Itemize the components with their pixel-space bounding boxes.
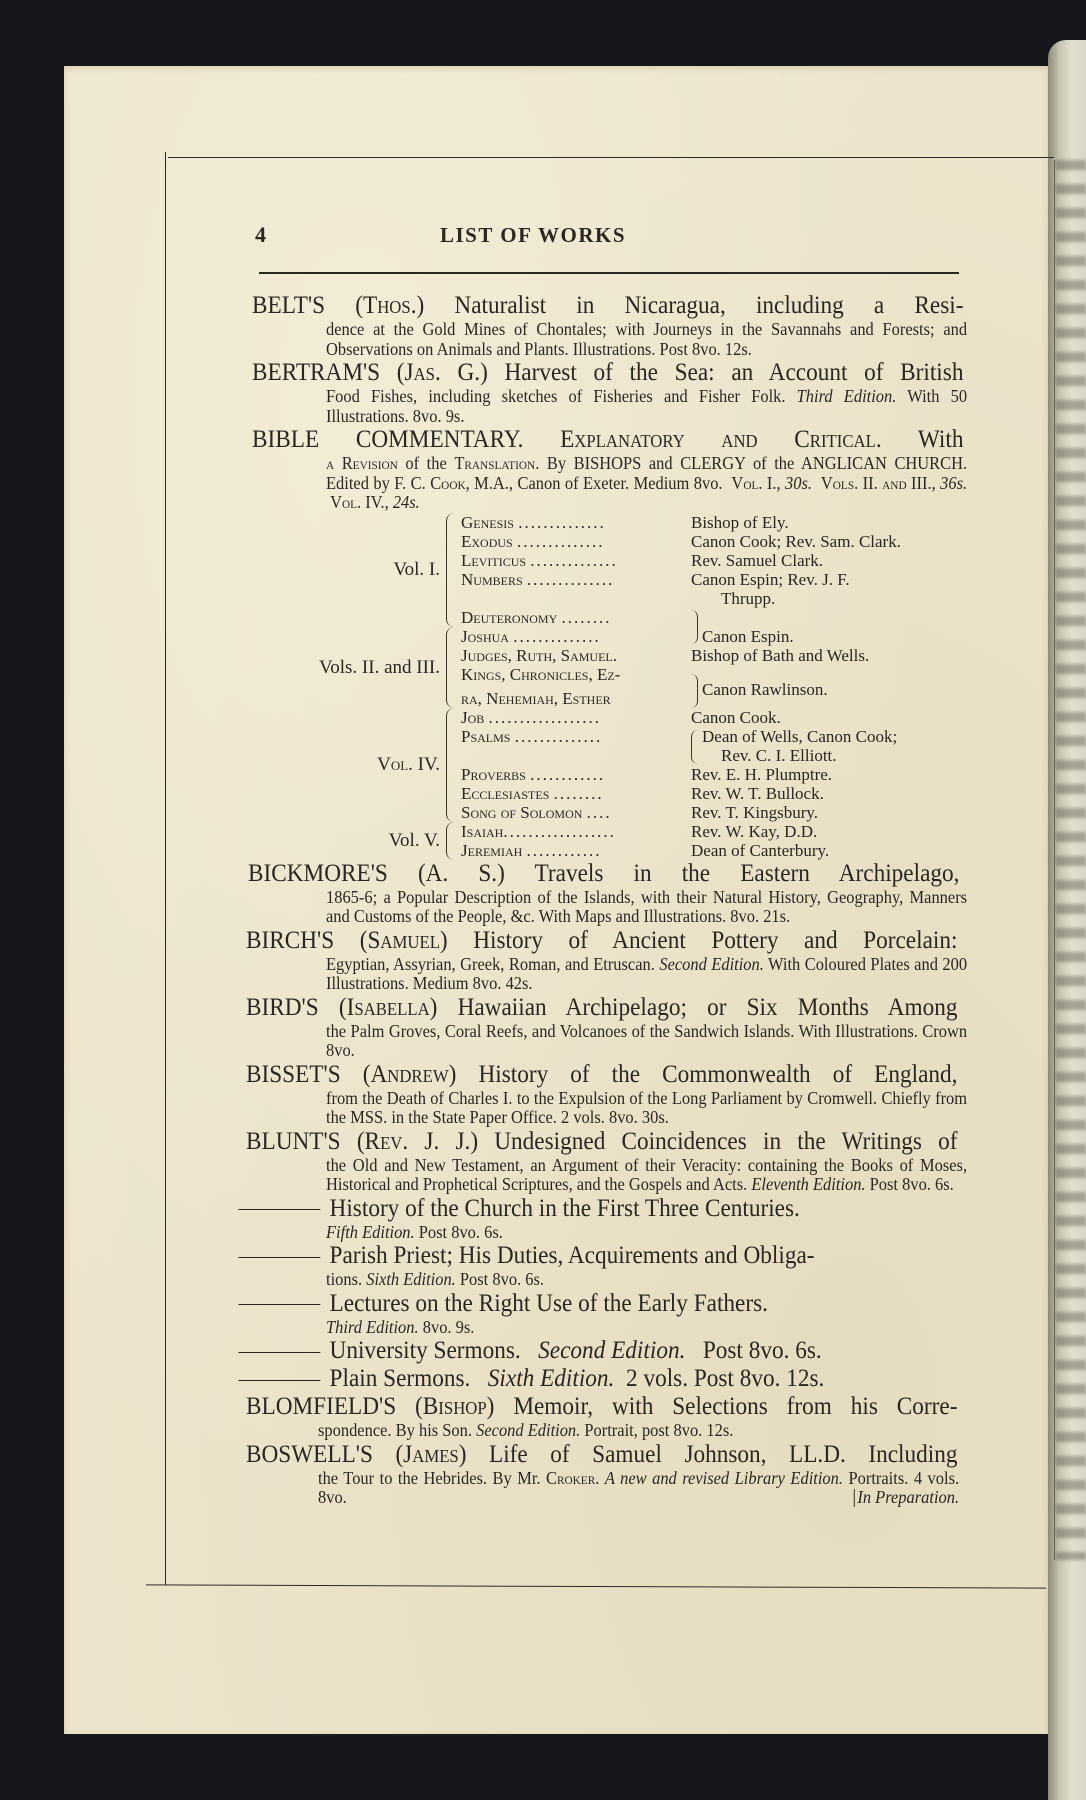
ditto-rule [238,1209,320,1210]
text-fragment: a Revision [326,453,398,473]
page-frame-right-rule [1054,160,1055,1560]
volume-row [461,589,964,608]
entry-price: Post 8vo. 6s. [869,1174,954,1195]
volume-group [252,513,964,627]
entry-author: (A. S.) [417,859,505,887]
price-value: 24s. [392,492,420,512]
book-author: Rev. C. I. Elliott. [721,745,837,765]
book-author: Canon Rawlinson. [702,679,828,699]
entry-name: BLUNT'S [246,1127,341,1155]
entry-editor: Croker. [546,1467,600,1488]
entry-name: BLOMFIELD'S [246,1393,397,1421]
entry-bickmore [248,859,968,927]
sub-entry-heading [244,1290,955,1318]
ditto-rule [238,1380,320,1381]
page-number: 4 [255,222,266,247]
entry-price: 8vo. 30s. [608,1107,669,1128]
sub-entry-heading [244,1365,955,1393]
entry-title: Life of Samuel Johnson, LL.D. Including [489,1440,958,1468]
book-name: Kings, Chronicles, Ez- [461,664,621,684]
sub-entry [252,1365,964,1393]
sub-entry-heading [244,1195,955,1223]
price-label: Vol. I., [731,472,781,493]
volume-row: Psalms .............. Dean of Wells, Canon Cook; [461,727,964,746]
volume-row: Exodus .............. Canon Cook; Rev. Sam. Clark. [461,532,964,551]
entry-name: BIRD'S [246,993,319,1021]
entry-price: Portrait, post 8vo. 12s. [584,1420,734,1441]
book-author: Rev. E. H. Plumptre. [691,764,833,784]
entry-heading [252,426,963,454]
entry-body [326,1223,967,1243]
entry-price: Post 8vo. 6s. [418,1221,503,1242]
book-author: Canon Espin; Rev. J. F. [691,569,850,589]
volume-row: Joshua .............. Canon Espin. [461,627,964,646]
volume-row: Song of Solomon .... Rev. T. Kingsbury. [461,803,964,822]
entry-author: (Rev. J. J.) [356,1127,479,1155]
entry-body [326,888,967,927]
entry-price: 8vo. 9s. [422,1316,475,1337]
entry-title: Plain Sermons. [329,1365,471,1393]
adjacent-page-blurred-text [1056,160,1086,1560]
entry-author: (Jas. G.) [396,359,488,386]
volume-row: Ecclesiastes ........ Rev. W. T. Bullock. [461,784,964,803]
entry-body [326,1270,967,1290]
entry-blunt [246,1127,968,1394]
entry-edition: Fifth Edition. [326,1221,415,1242]
entry-price: Post 8vo. 6s. [459,1269,545,1290]
book-author: Rev. T. Kingsbury. [691,802,819,822]
volume-row [461,746,964,765]
book-author [691,689,964,708]
book-author: Bishop of Bath and Wells. [691,645,870,665]
entry-author: (Bishop) [415,1393,495,1421]
entry-heading [246,1128,957,1156]
entry-body [326,1089,967,1128]
entry-title: Memoir, with Selections from his Corre- [513,1393,958,1421]
volume-row: Proverbs ............ Rev. E. H. Plumptre. [461,765,964,784]
entry-description: 1865-6; a Popular Description of the Islands, with their Natural History, Geography, Manners and Customs of the People, &c. With Maps and Illustrations. [326,886,968,927]
entry-title: Undesigned Coincidences in the Writings of [494,1127,958,1155]
text-fragment: Cook, [430,472,470,493]
entry-body [326,1022,967,1061]
entry-body [326,387,967,426]
book-author: Thrupp. [721,588,776,608]
volume-row [461,689,964,708]
volume-label: Vol. IV. [377,754,440,776]
entry-heading [246,1441,957,1469]
entry-boswell [246,1440,964,1508]
book-author: Rev. W. T. Bullock. [691,783,824,803]
entry-title: Harvest of the Sea: an Account of British [504,359,964,386]
sub-entry-heading [244,1337,955,1365]
book-name: ra, Nehemiah, Esther [461,688,611,708]
entry-author: (Samuel) [359,926,448,954]
book-name: Genesis [461,512,514,532]
entry-name: BELT'S [252,292,326,319]
entry-body [326,955,967,994]
book-name: Numbers [461,569,523,589]
book-name: Job [461,707,485,727]
volume-group [252,708,964,822]
volume-contributors-table [252,513,964,860]
entry-status [854,1488,960,1508]
entry-description: the Old and New Testament, an Argument of their Veracity: containing the Books of Moses, Historical and Prophetical Scriptures, and the Gospels and Acts. [326,1154,968,1195]
entry-edition: Third Edition. [326,1316,419,1337]
entry-name: BERTRAM'S [252,359,381,386]
price-label: Vols. II. and III., [820,472,936,493]
entry-author: (Andrew) [362,1060,457,1088]
entry-title: Lectures on the Right Use of the Early Fathers. [329,1289,768,1317]
price-value: 36s. [940,472,968,493]
text-fragment: Translation. [454,453,540,473]
text-fragment: M.A., Canon of Exeter. Medium 8vo. [474,472,723,493]
entry-price: Portraits. 4 vols. 8vo. [318,1467,960,1508]
entry-title: History of the Church in the First Three Centuries. [329,1194,800,1222]
price-label: Vol. IV., [330,492,389,512]
book-name: Song of Solomon [461,802,583,822]
brace-icon [446,513,457,627]
entry-edition: Second Edition. [538,1337,686,1365]
volume-row: Numbers .............. Canon Espin; Rev. J. F. [461,570,964,589]
entry-title-continued: tions. [326,1269,363,1290]
entry-edition: Sixth Edition. [487,1365,615,1393]
entry-blomfield [246,1393,964,1441]
book-author: Rev. Samuel Clark. [691,550,824,570]
entry-title: University Sermons. [329,1337,521,1365]
book-name: Psalms [461,726,511,746]
entry-edition: Second Edition. [659,953,764,974]
volume-label: Vol. V. [388,830,440,852]
entry-title: Hawaiian Archipelago; or Six Months Among [457,993,958,1021]
book-author: Canon Cook; Rev. Sam. Clark. [691,531,901,551]
entry-price: Crown 8vo. [326,1020,968,1061]
entry-author: (Isabella) [338,993,438,1021]
book-name: Leviticus [461,550,527,570]
header-rule [259,272,959,274]
entry-edition: A new and revised Library Edition. [604,1467,843,1488]
entry-description: the Tour to the Hebrides. By Mr. [318,1467,541,1488]
entry-title: History of the Commonwealth of England, [478,1060,958,1088]
price-value: 30s. [785,472,813,493]
entry-description: from the Death of Charles I. to the Expulsion of the Long Parliament by Cromwell. Chiefly from the MSS. in the State Paper Office. 2 vols. [326,1087,968,1128]
entry-heading [246,994,957,1022]
volume-row: Isaiah.................. Rev. W. Kay, D.D. [461,822,964,841]
volume-group [252,822,964,860]
entry-title: Travels in the Eastern Archipelago, [534,859,960,887]
entry-heading [246,1393,957,1421]
entry-body [318,1469,959,1508]
entry-heading [248,860,959,888]
entry-author: (James) [395,1440,467,1468]
entry-name: BOSWELL'S [246,1440,373,1468]
ditto-rule [238,1304,320,1305]
entry-name: BIBLE COMMENTARY. [252,426,524,453]
entry-description: Food Fishes, including sketches of Fisheries and Fisher Folk. [326,386,786,406]
entry-title: History of Ancient Pottery and Porcelain: [473,926,958,954]
book-name: Proverbs [461,764,526,784]
page-frame-left-rule [165,152,166,1585]
book-author: Bishop of Ely. [691,512,789,532]
entry-name: BICKMORE'S [248,859,388,887]
ditto-rule [238,1352,320,1353]
catalogue-list [246,292,968,1508]
book-author [691,608,964,627]
volume-label: Vol. I. [393,559,440,580]
brace-icon [446,708,457,822]
text-fragment: By BISHOPS and CLERGY of the ANGLICAN CHURCH. Edited by F. C. [326,453,968,493]
entry-edition: Second Edition. [476,1420,581,1441]
right-brace-icon [691,610,698,644]
entry-description: spondence. By his Son. [318,1420,472,1441]
entry-heading [252,359,963,387]
book-author: Canon Espin. [702,626,794,646]
entry-title: Naturalist in Nicaragua, including a Resi- [454,292,964,319]
entry-bird [246,993,968,1061]
volume-row: Job .................. Canon Cook. [461,708,964,727]
sub-entry-heading [244,1242,955,1270]
book-name: Judges, Ruth, Samuel. [461,645,617,665]
entry-price: 8vo. 21s. [730,906,791,927]
volume-label: Vols. II. and III. [318,656,440,678]
book-name: Joshua [461,626,509,646]
book-name: Isaiah [461,821,504,841]
volume-row [461,646,964,665]
brace-icon [446,627,457,708]
ditto-rule [238,1257,320,1258]
sub-entry [252,1195,964,1243]
entry-belt [252,292,968,359]
entry-birch [246,926,968,994]
entry-price: 2 vols. Post 8vo. 12s. [626,1365,825,1393]
entry-edition: Third Edition. [796,386,897,406]
entry-heading [246,927,957,955]
volume-row: Jeremiah ............ Dean of Canterbury. [461,841,964,860]
sub-entry [252,1242,964,1290]
entry-price: With 50 Illustrations. 8vo. 9s. [326,386,968,426]
entry-name: BISSET'S [246,1060,341,1088]
volume-group [252,627,964,708]
entry-body [318,1421,959,1441]
entry-author: (Thos.) [355,292,425,319]
book-author: Dean of Canterbury. [691,840,830,860]
entry-description: the Palm Groves, Coral Reefs, and Volcanoes of the Sandwich Islands. With Illustrations. [326,1020,918,1041]
volume-row: Genesis .............. Bishop of Ely. [461,513,964,532]
entry-heading [246,1061,957,1089]
entry-edition: Sixth Edition. [366,1269,456,1290]
entry-bertram [252,359,968,426]
entry-name: BIRCH'S [246,926,335,954]
bracket-icon [854,1489,855,1507]
entry-price: With Coloured Plates and 200 Illustrations. Medium 8vo. 42s. [326,953,968,994]
sub-entry [252,1337,964,1365]
entry-edition: Eleventh Edition. [751,1174,866,1195]
entry-subtitle: Explanatory and Critical. [560,426,882,453]
entry-body [326,1318,967,1338]
sub-entry [252,1290,964,1338]
entry-body [326,454,967,513]
volume-row: Leviticus .............. Rev. Samuel Clark. [461,551,964,570]
volume-row: Deuteronomy ........ [461,608,964,627]
page-frame-top-rule [168,157,1054,158]
entry-bisset [246,1060,968,1128]
running-head: LIST OF WORKS [440,223,627,247]
book-name: Deuteronomy [461,607,558,627]
status-text: In Preparation. [857,1487,960,1508]
book-author: Rev. W. Kay, D.D. [691,821,818,841]
book-name: Jeremiah [461,840,523,860]
entry-body [326,1156,967,1195]
entry-price: Post 8vo. 12s. [659,338,752,359]
book-name: Ecclesiastes [461,783,550,803]
entry-with: With [917,426,964,453]
book-author: Canon Cook. [691,707,781,727]
entry-bible-commentary [252,426,968,860]
entry-description: Egyptian, Assyrian, Greek, Roman, and Etruscan. [326,953,655,974]
entry-heading [252,292,963,320]
entry-price: Post 8vo. 6s. [702,1337,822,1365]
book-author: Dean of Wells, Canon Cook; [702,726,898,746]
brace-icon [446,822,457,860]
text-fragment: of the [405,453,447,473]
entry-title: Parish Priest; His Duties, Acquirements and Obliga- [329,1242,815,1270]
book-name: Exodus [461,531,513,551]
entry-body [326,320,967,359]
entry-description: dence at the Gold Mines of Chontales; with Journeys in the Savannahs and Forests; and Observations on Animals and Plants. Illustrations. [326,319,968,359]
